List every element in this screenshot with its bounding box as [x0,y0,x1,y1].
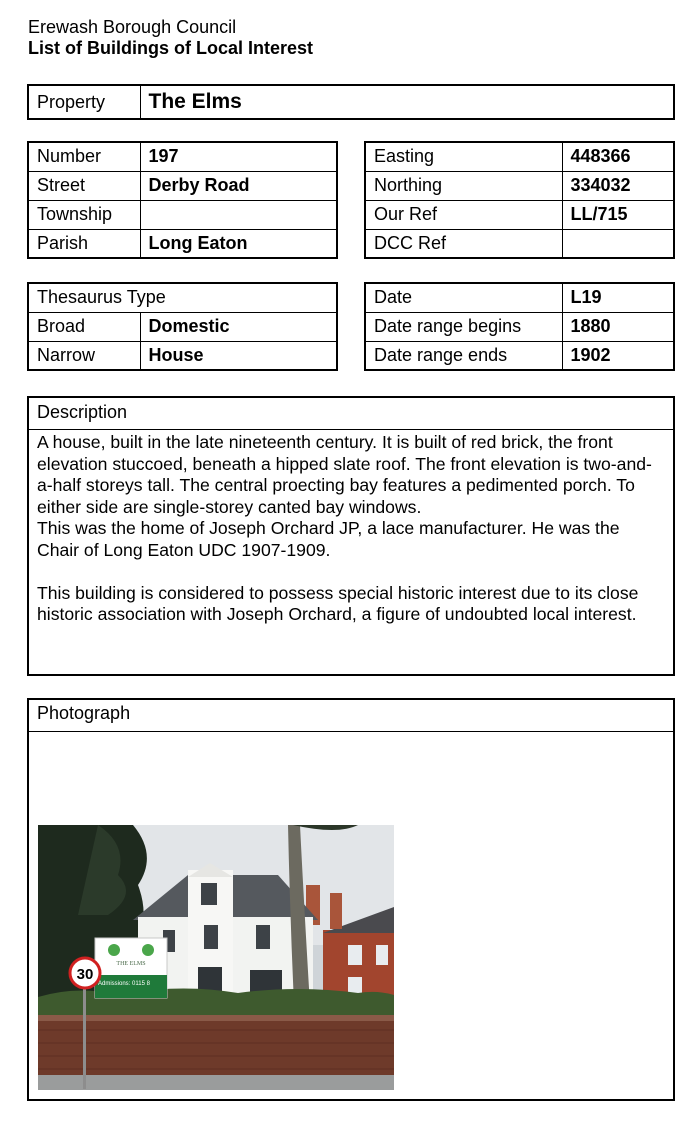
table-row [28,200,337,229]
council-name: Erewash Borough Council [28,17,237,37]
broad-label: Broad [28,312,140,341]
table-row [365,142,674,171]
description-paragraph-2: This was the home of Joseph Orchard JP, a lace manufacturer. He was the Chair of Long Eaton UDC 1907-1909. [37,518,620,560]
table-row [365,312,674,341]
property-label: Property [28,85,140,119]
dates-table [364,282,675,371]
property-row [28,85,674,119]
table-row [28,283,337,312]
easting-label: Easting [365,142,562,171]
northing-value: 334032 [562,171,674,200]
list-title: List of Buildings of Local Interest [28,38,314,58]
dcc-ref-label: DCC Ref [365,229,562,258]
description-paragraph-1: A house, built in the late nineteenth century. It is built of red brick, the front elevation stuccoed, beneath a hipped slate roof. The front elevation is two-and-a-half storeys tall. The central proecting bay features a pedimented porch. To either side are single-storey canted bay windows. [37,432,652,517]
parish-value: Long Eaton [140,229,337,258]
table-row [365,200,674,229]
broad-value: Domestic [140,312,337,341]
description-body [29,430,673,626]
northing-label: Northing [365,171,562,200]
table-row [28,312,337,341]
property-table [27,84,675,120]
number-label: Number [28,142,140,171]
our-ref-label: Our Ref [365,200,562,229]
table-row [28,171,337,200]
table-row [28,341,337,370]
sign-phone-text: Admissions: 0115 8 [98,981,150,987]
street-value: Derby Road [140,171,337,200]
thesaurus-title: Thesaurus Type [28,283,337,312]
date-begins-value: 1880 [562,312,674,341]
date-ends-value: 1902 [562,341,674,370]
date-label: Date [365,283,562,312]
building-photo [38,825,394,1090]
narrow-label: Narrow [28,341,140,370]
speed-limit-text: 30 [76,966,94,983]
photograph-panel [27,698,675,1101]
date-begins-label: Date range begins [365,312,562,341]
description-title: Description [29,398,673,430]
township-label: Township [28,200,140,229]
street-label: Street [28,171,140,200]
number-value: 197 [140,142,337,171]
easting-value: 448366 [562,142,674,171]
document-header [28,17,313,59]
thesaurus-table [27,282,338,371]
grid-reference-table [364,141,675,259]
property-name: The Elms [140,85,674,119]
table-row [365,229,674,258]
date-value: L19 [562,283,674,312]
date-ends-label: Date range ends [365,341,562,370]
parish-label: Parish [28,229,140,258]
table-row [28,142,337,171]
table-row [365,341,674,370]
address-table [27,141,338,259]
description-panel [27,396,675,676]
photograph-title: Photograph [29,700,673,732]
sign-name-text: THE ELMS [116,961,146,967]
our-ref-value: LL/715 [562,200,674,229]
description-paragraph-3: This building is considered to possess special historic interest due to its close historic association with Joseph Orchard, a figure of undoubted local interest. [37,582,639,624]
narrow-value: House [140,341,337,370]
table-row [28,229,337,258]
township-value [140,200,337,229]
table-row [365,283,674,312]
table-row [365,171,674,200]
dcc-ref-value [562,229,674,258]
